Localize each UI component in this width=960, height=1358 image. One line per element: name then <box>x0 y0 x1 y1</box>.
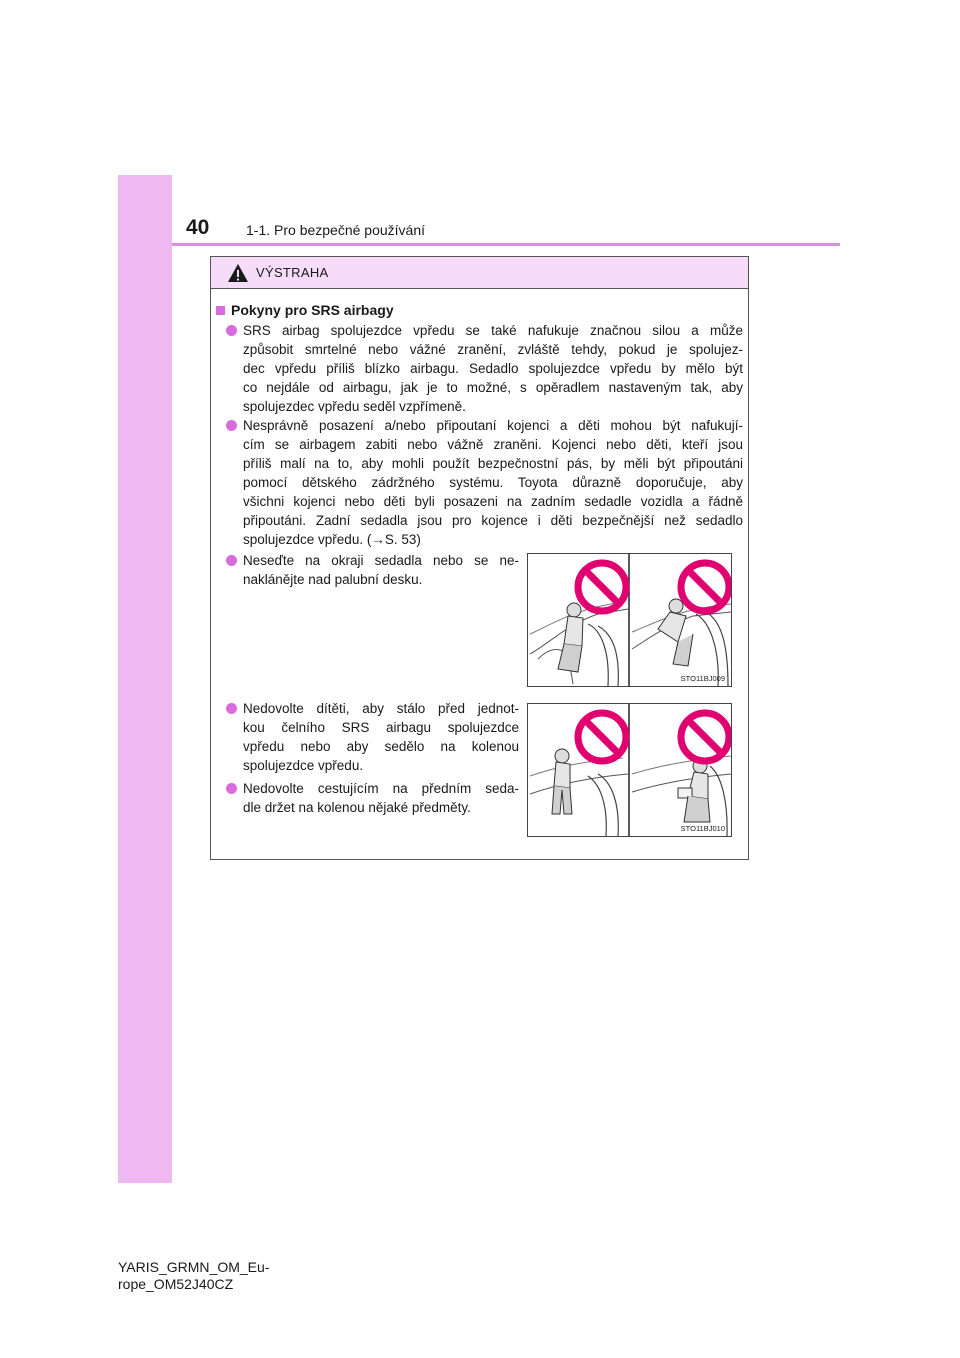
square-bullet-icon <box>216 306 225 315</box>
prohibition-sign-icon <box>681 713 729 761</box>
bullet-dot-icon <box>226 555 237 566</box>
figure-code: STO11BJ009 <box>680 674 725 683</box>
text-line: všichni kojenci nebo děti byli posazeni na zadním sedadle vozidla a řádně <box>243 494 743 509</box>
text-line: co nejdále od airbagu, jak je to možné, s opěradlem nastaveným tak, aby <box>243 380 743 395</box>
footer-line: YARIS_GRMN_OM_Eu- <box>118 1259 270 1275</box>
header-rule <box>172 243 840 246</box>
subheading-text: Pokyny pro SRS airbagy <box>231 302 394 318</box>
section-title: 1-1. Pro bezpečné používání <box>246 222 426 238</box>
text-line: naklánějte nad palubní desku. <box>243 572 423 587</box>
warning-header <box>211 257 748 289</box>
prohibition-sign-icon <box>578 563 626 611</box>
text-line: spolujezdec vpředu seděl vzpřímeně. <box>243 399 466 414</box>
text-line: pomocí dětského zádržného systému. Toyota důrazně doporučuje, aby <box>243 475 743 490</box>
text-line: připoutáni. Zadní sedadla jsou pro kojence i děti bezpečnější než sedadlo <box>243 513 743 528</box>
text-line: příliš malí na to, aby mohli použít bezpečnostní pás, by měli být připoutáni <box>243 456 743 471</box>
text-line: vpředu nebo aby sedělo na kolenou <box>243 739 519 754</box>
thumb-index-sidebar <box>118 175 172 1183</box>
illustration-leaning-passenger <box>527 553 732 687</box>
footer-document-code <box>118 1259 269 1293</box>
illustration-drawing <box>528 704 731 836</box>
bullet-dot-icon <box>226 325 237 336</box>
bullet-objects-on-lap <box>243 779 519 817</box>
bullet-dot-icon <box>226 783 237 794</box>
text-line: Nedovolte dítěti, aby stálo před jednot- <box>243 701 519 716</box>
illustration-drawing <box>528 554 731 686</box>
prohibition-sign-icon <box>681 563 729 611</box>
text-line: cím se airbagem zabiti nebo vážně zraněni. Kojenci nebo děti, kteří jsou <box>243 437 743 452</box>
bullet-child-standing <box>243 699 519 775</box>
text-line: SRS airbag spolujezdce vpředu se také nafukuje značnou silou a může <box>243 323 743 338</box>
text-line: způsobit smrtelné nebo vážné zranění, zvláště tehdy, pokud je spolujez- <box>243 342 743 357</box>
text-line: spolujezdce vpředu. (→S. 53) <box>243 532 421 547</box>
text-line: dec vpředu příliš blízko airbagu. Sedadlo spolujezdce vpředu by mělo být <box>243 361 743 376</box>
text-line: dle držet na kolenou nějaké předměty. <box>243 800 471 815</box>
text-line: kou čelního SRS airbagu spolujezdce <box>243 720 519 735</box>
text-line: spolujezdce vpředu. <box>243 758 364 773</box>
bullet-children-seating <box>243 416 743 549</box>
bullet-dot-icon <box>226 703 237 714</box>
warning-triangle-icon <box>227 263 249 283</box>
bullet-airbag-force <box>243 321 743 416</box>
page-number: 40 <box>186 216 210 239</box>
text-line: Nedovolte cestujícím na předním seda- <box>243 781 519 796</box>
subheading <box>216 302 394 318</box>
footer-line: rope_OM52J40CZ <box>118 1276 234 1292</box>
figure-code: STO11BJ010 <box>680 824 725 833</box>
bullet-dot-icon <box>226 420 237 431</box>
warning-title: VÝSTRAHA <box>256 265 329 280</box>
illustration-child-standing <box>527 703 732 837</box>
bullet-seat-edge <box>243 551 519 589</box>
text-line: Neseďte na okraji sedadla nebo se ne- <box>243 553 519 568</box>
prohibition-sign-icon <box>578 713 626 761</box>
text-line: Nesprávně posazení a/nebo připoutaní kojenci a děti mohou být nafukují- <box>243 418 743 433</box>
warning-box <box>210 256 749 860</box>
